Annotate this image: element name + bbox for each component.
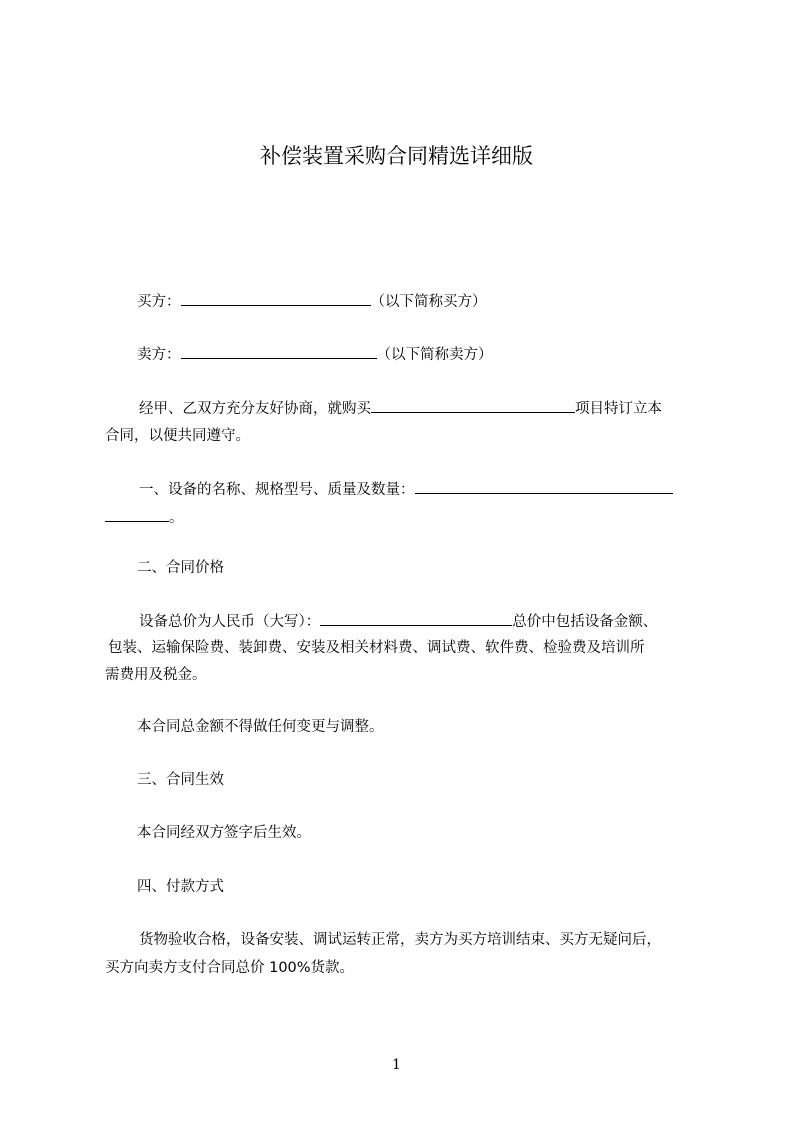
intro-prefix: 经甲、乙双方充分友好协商，就购买 xyxy=(139,401,371,417)
project-blank xyxy=(371,398,575,413)
seller-suffix: （以下简称卖方） xyxy=(376,347,493,363)
intro-line-2: 合同，以便共同遵守。 xyxy=(105,428,250,444)
buyer-suffix: （以下简称买方） xyxy=(370,294,487,310)
seller-line xyxy=(137,344,493,365)
section2-heading: 二、合同价格 xyxy=(137,560,224,576)
section3-p1: 本合同经双方签字后生效。 xyxy=(137,825,311,841)
equipment-blank-1 xyxy=(415,479,673,494)
section2-p1-line-3: 需费用及税金。 xyxy=(105,667,207,683)
section4-p1-line-2: 买方向卖方支付合同总价 100%货款。 xyxy=(105,960,355,976)
seller-label: 卖方： xyxy=(137,347,181,363)
section2-p1-line-2: 包装、运输保险费、装卸费、安装及相关材料费、调试费、软件费、检验费及培训所 xyxy=(108,640,645,656)
section4-p1-line-1: 货物验收合格，设备安装、调试运转正常，卖方为买方培训结束、买方无疑问后， xyxy=(139,932,661,948)
equipment-blank-2 xyxy=(105,507,169,522)
section3-heading: 三、合同生效 xyxy=(137,772,224,788)
price-suffix: 总价中包括设备金额、 xyxy=(512,614,658,630)
buyer-label: 买方： xyxy=(137,294,181,310)
section1-line-1 xyxy=(139,479,673,500)
buyer-blank xyxy=(181,291,371,306)
price-prefix: 设备总价为人民币（大写）： xyxy=(139,614,321,630)
buyer-line xyxy=(137,291,487,312)
page-number: 1 xyxy=(392,1057,401,1073)
section1-label: 一、设备的名称、规格型号、质量及数量： xyxy=(139,482,415,498)
document-title: 补偿装置采购合同精选详细版 xyxy=(260,144,533,168)
section2-p2: 本合同总金额不得做任何变更与调整。 xyxy=(137,719,384,735)
seller-blank xyxy=(181,344,377,359)
section4-heading: 四、付款方式 xyxy=(137,879,224,895)
price-blank xyxy=(320,611,512,626)
intro-suffix: 项目特订立本 xyxy=(575,401,662,417)
intro-line-1 xyxy=(139,398,662,419)
section1-line-2 xyxy=(105,507,184,528)
section2-p1-line-1 xyxy=(139,611,657,632)
section1-end: 。 xyxy=(169,510,184,526)
